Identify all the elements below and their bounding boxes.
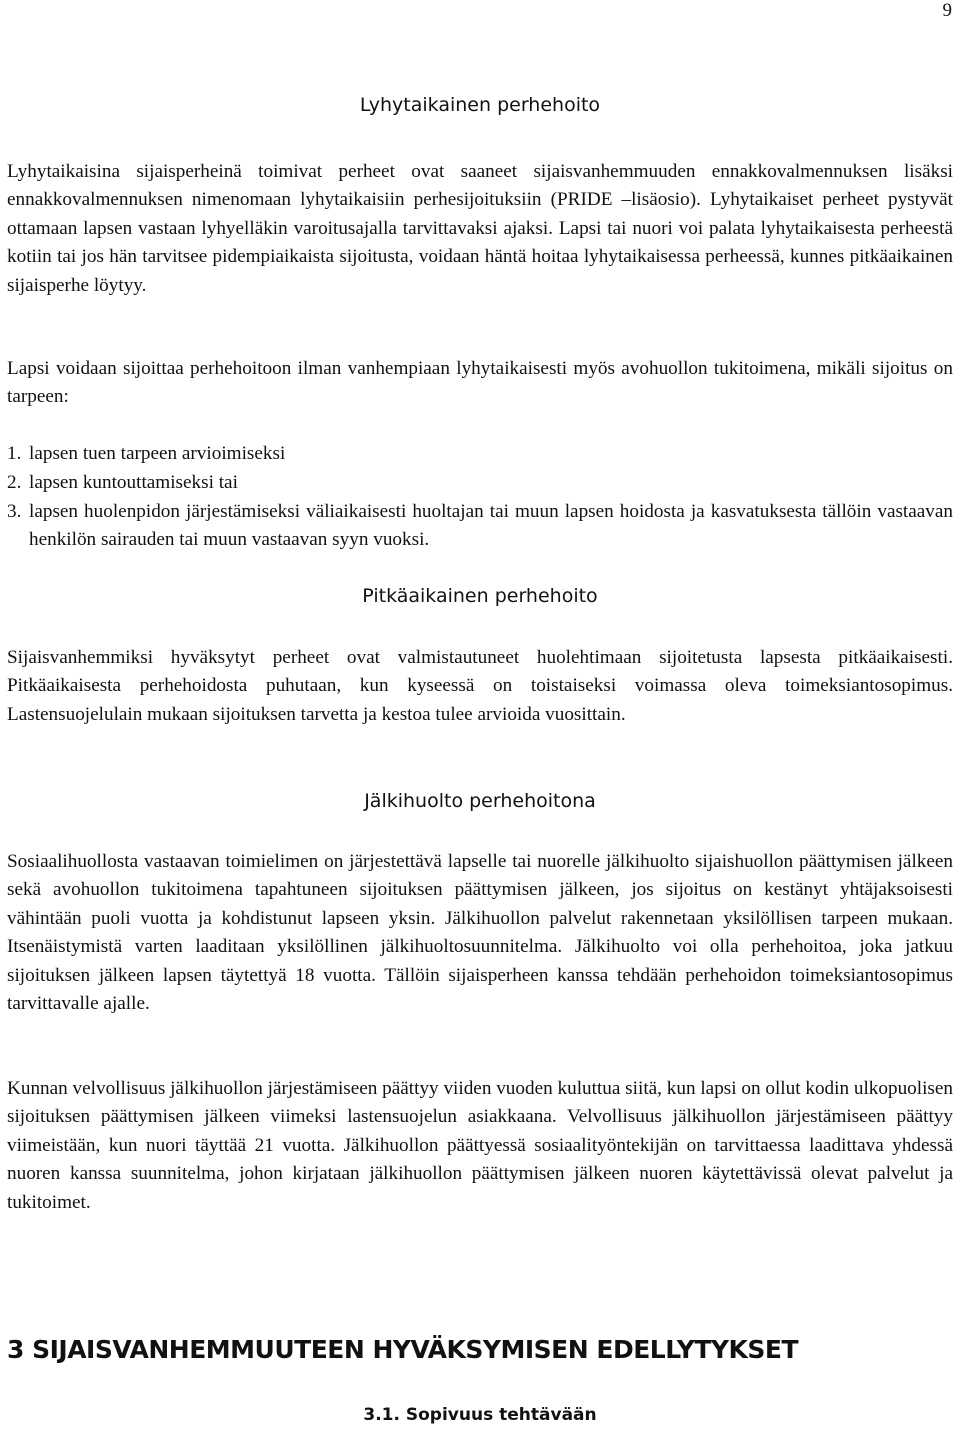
heading-aftercare: Jälkihuolto perhehoitona <box>364 790 596 812</box>
list-item-text: lapsen huolenpidon järjestämiseksi väliaikaisesti huoltajan tai muun lapsen hoidosta ja kasvatuksesta tällöin vastaavan henkilön sairauden tai muun vastaavan syyn vuoksi. <box>29 501 953 551</box>
list-item-number: 1. <box>7 443 22 464</box>
paragraph-short-term-1: Lyhytaikaisina sijaisperheinä toimivat perheet ovat saaneet sijaisvanhemmuuden ennakkovalmennuksen lisäksi ennakkovalmennuksen nimenomaan lyhytaikaisiin perhesijoituksiin (PRIDE –lisäosio). Lyhytaikaiset perheet pystyvät ottamaan lapsen vastaan lyhyelläkin varoitusajalla tarvittavaksi ajaksi. Lapsi tai nuori voi palata lyhytaikaisesta perheestä kotiin tai jos hän tarvitsee pidempiaikaista sijoitusta, voidaan häntä hoitaa lyhytaikaisessa perheessä, kunnes pitkäaikainen sijaisperhe löytyy. <box>7 161 953 296</box>
paragraph-aftercare-2: Kunnan velvollisuus jälkihuollon järjestämiseen päättyy viiden vuoden kuluttua siitä, kun lapsi on ollut kodin ulkopuolisen sijoituksen päättymisen jälkeen viimeksi lastensuojelun asiakkaana. Velvollisuus jälkihuollon järjestämiseen päättyy viimeistään, kun nuori täyttää 21 vuotta. Jälkihuollon päättyessä sosiaalityöntekijän on tarvittaessa laadittava yhdessä nuoren kanssa suunnitelma, johon kirjataan jälkihuollon päättymisen jälkeen nuoren käytettävissä olevat palvelut ja tukitoimet. <box>7 1078 953 1213</box>
list-item <box>7 440 953 468</box>
heading-long-term: Pitkäaikainen perhehoito <box>362 585 598 607</box>
list-item-text: lapsen tuen tarpeen arvioimiseksi <box>29 443 286 464</box>
list-item-text: lapsen kuntouttamiseksi tai <box>29 472 238 493</box>
list-item <box>7 498 953 555</box>
paragraph-aftercare-1: Sosiaalihuollosta vastaavan toimielimen on järjestettävä lapselle tai nuorelle jälkihuolto sijaishuollon päättymisen jälkeen sekä avohuollon tukitoimena tapahtuneen sijoituksen päättymisen jälkeen, jos sijoitus on kestänyt yhtäjaksoisesti vähintään puoli vuotta ja kohdistunut lapseen yksin. Jälkihuollon palvelut rakennetaan yksilöllisen tarpeen mukaan. Itsenäistymistä varten laaditaan yksilöllinen jälkihuoltosuunnitelma. Jälkihuolto voi olla perhehoitoa, joka jatkuu sijoituksen jälkeen lapsen täytettyä 18 vuotta. Tällöin sijaisperheen kanssa tehdään perhehoidon toimeksiantosopimus tarvittavalle ajalle. <box>7 851 953 1015</box>
chapter-heading: 3 SIJAISVANHEMMUUTEEN HYVÄKSYMISEN EDELLYTYKSET <box>7 1335 799 1364</box>
page-number: 9 <box>942 0 952 21</box>
paragraph-long-term-1: Sijaisvanhemmiksi hyväksytyt perheet ovat valmistautuneet huolehtimaan sijoitetusta lapsesta pitkäaikaisesti. Pitkäaikaisesta perhehoidosta puhutaan, kun kyseessä on toistaiseksi voimassa oleva toimeksiantosopimus. Lastensuojelulain mukaan sijoituksen tarvetta ja kestoa tulee arvioida vuosittain. <box>7 647 953 725</box>
list-item-number: 2. <box>7 472 22 493</box>
list-item-number: 3. <box>7 501 22 522</box>
paragraph-short-term-2: Lapsi voidaan sijoittaa perhehoitoon ilman vanhempiaan lyhytaikaisesti myös avohuollon tukitoimena, mikäli sijoitus on tarpeen: <box>7 358 953 408</box>
chapter-subheading: 3.1. Sopivuus tehtävään <box>363 1405 597 1425</box>
list-item <box>7 469 953 497</box>
heading-short-term: Lyhytaikainen perhehoito <box>359 94 601 116</box>
